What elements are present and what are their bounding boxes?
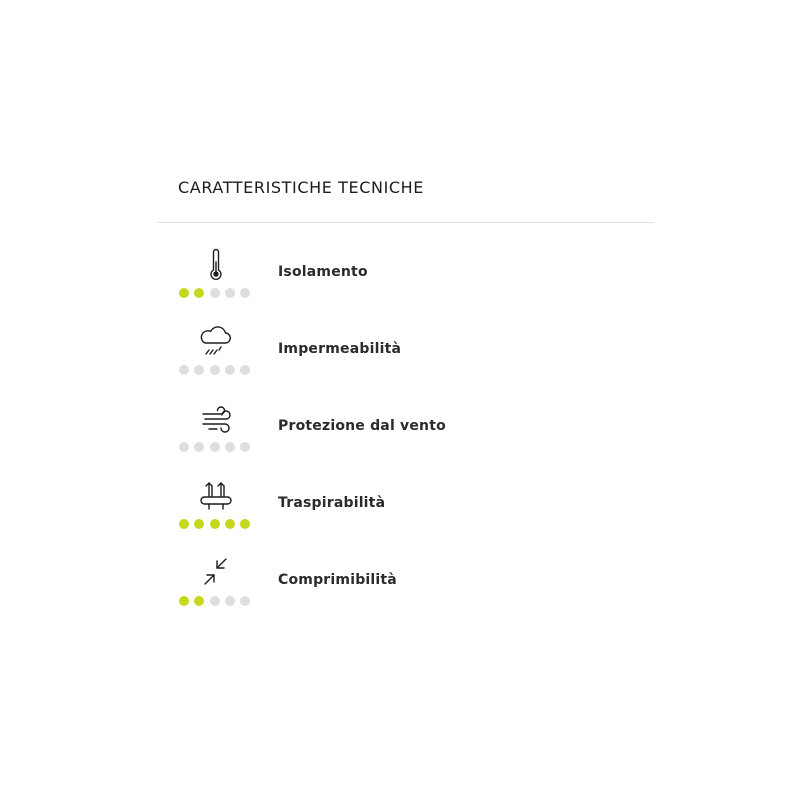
feature-item-traspirabilita: [157, 475, 654, 552]
feature-label: Comprimibilità: [278, 572, 397, 588]
rating-dot-filled: [194, 288, 204, 298]
feature-item-protezione-dal-vento: [157, 398, 654, 475]
rating-dot-empty: [179, 442, 189, 452]
rating-dot-filled: [210, 519, 220, 529]
rating-dot-filled: [179, 596, 189, 606]
feature-list: [157, 223, 654, 629]
feature-item-isolamento: [157, 244, 654, 321]
rating-dots: [179, 442, 255, 452]
feature-item-comprimibilita: [157, 552, 654, 629]
rating-dot-filled: [194, 596, 204, 606]
feature-label: Isolamento: [278, 264, 368, 280]
rating-dot-filled: [179, 519, 189, 529]
rating-dot-empty: [225, 442, 235, 452]
feature-label: Impermeabilità: [278, 341, 402, 357]
rating-dot-empty: [240, 288, 250, 298]
thermometer-icon: [193, 246, 239, 286]
rating-dot-empty: [225, 365, 235, 375]
breathability-icon: [193, 477, 239, 517]
technical-features-panel: [157, 172, 654, 629]
rating-dots: [179, 288, 255, 298]
rating-dot-empty: [210, 596, 220, 606]
rating-dot-empty: [210, 442, 220, 452]
rating-dot-empty: [210, 365, 220, 375]
section-title: CARATTERISTICHE TECNICHE: [178, 178, 425, 197]
rating-dot-filled: [179, 288, 189, 298]
rating-dot-empty: [225, 288, 235, 298]
rain-cloud-icon: [193, 323, 239, 363]
rating-dot-empty: [179, 365, 189, 375]
compress-arrows-icon: [193, 554, 239, 594]
rating-dot-empty: [240, 442, 250, 452]
feature-label: Traspirabilità: [278, 495, 386, 511]
rating-dot-filled: [240, 519, 250, 529]
wind-icon: [193, 400, 239, 440]
rating-dot-filled: [225, 519, 235, 529]
rating-dots: [179, 596, 255, 606]
rating-dot-empty: [194, 442, 204, 452]
rating-dots: [179, 519, 255, 529]
rating-dot-empty: [210, 288, 220, 298]
rating-dot-filled: [194, 519, 204, 529]
feature-item-impermeabilita: [157, 321, 654, 398]
feature-label: Protezione dal vento: [278, 418, 446, 434]
rating-dot-empty: [194, 365, 204, 375]
rating-dot-empty: [225, 596, 235, 606]
rating-dot-empty: [240, 596, 250, 606]
rating-dots: [179, 365, 255, 375]
rating-dot-empty: [240, 365, 250, 375]
